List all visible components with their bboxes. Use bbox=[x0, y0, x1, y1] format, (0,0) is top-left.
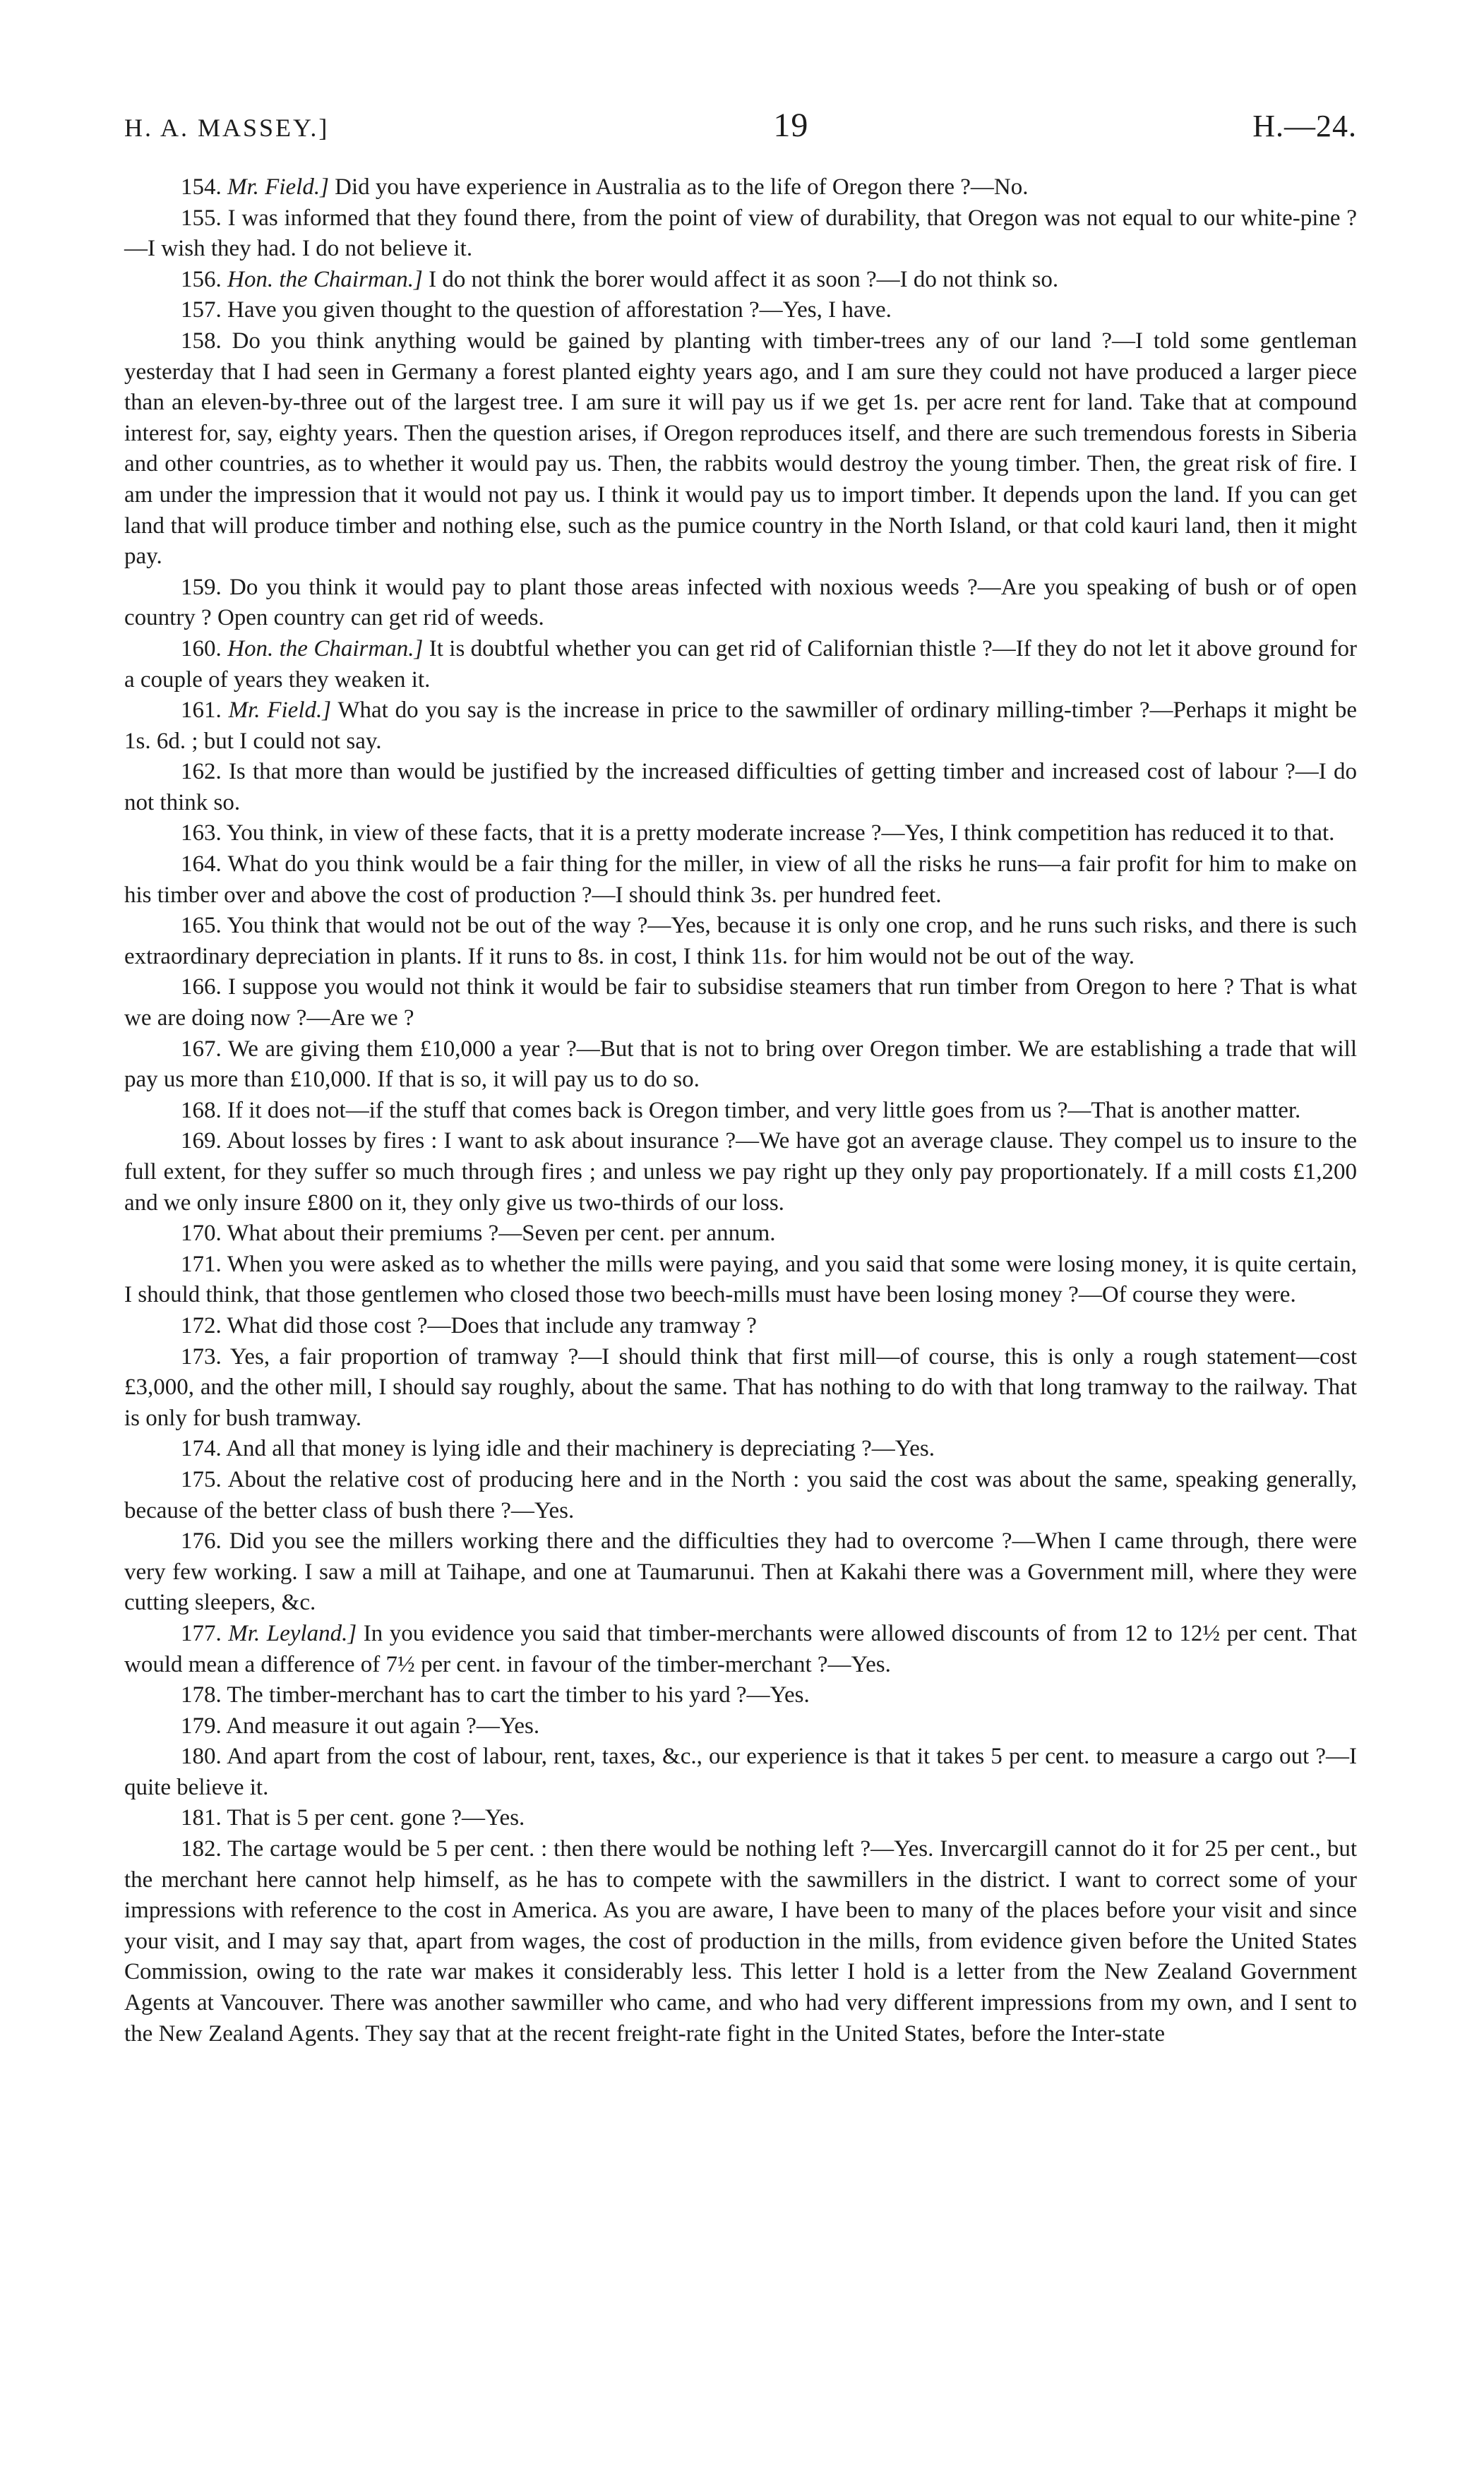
question-paragraph bbox=[124, 1465, 1357, 1526]
question-answer-text: 181. That is 5 per cent. gone ?—Yes. bbox=[181, 1805, 525, 1831]
question-paragraph bbox=[124, 295, 1357, 326]
speaker-name: Hon. the Chairman.] bbox=[227, 266, 423, 292]
question-paragraph bbox=[124, 172, 1357, 203]
speaker-name: Hon. the Chairman.] bbox=[227, 635, 424, 661]
document-body bbox=[124, 172, 1357, 2049]
question-answer-text: 158. Do you think anything would be gained by planting with timber-trees any of our land ?—I told some gentleman yesterday that I had seen in Germany a forest planted eighty years ago, and I am sure they could not have produced a larger piece than an eleven-by-three out of the largest tree. I am sure it will pay us if we get 1s. per acre rent for land. Take that at compound interest for, say, eighty years. Then the question arises, if Oregon reproduces itself, and there are such tremendous forests in Siberia and other countries, as to whether it would pay us. Then, the rabbits would destroy the young timber. Then, the great risk of fire. I am under the impression that it would not pay us. I think it would pay us to import timber. It depends upon the land. If you can get land that will produce timber and nothing else, such as the pumice country in the North Island, or that cold kauri land, then it might pay. bbox=[124, 328, 1357, 570]
question-paragraph bbox=[124, 326, 1357, 573]
question-paragraph bbox=[124, 203, 1357, 265]
question-paragraph bbox=[124, 1218, 1357, 1250]
question-answer-text: What do you say is the increase in price to the sawmiller of ordinary milling-timber ?—Perhaps it might be 1s. 6d. ; but I could not say. bbox=[124, 697, 1357, 754]
speaker-name: Mr. Field.] bbox=[227, 174, 329, 200]
question-paragraph bbox=[124, 573, 1357, 634]
question-answer-text: 157. Have you given thought to the question of afforestation ?—Yes, I have. bbox=[181, 297, 892, 323]
question-answer-text: 171. When you were asked as to whether the mills were paying, and you said that some were losing money, it is quite certain, I should think, that those gentlemen who closed those two beech-mills must have been losing money ?—Of course they were. bbox=[124, 1251, 1357, 1308]
question-number: 161. bbox=[181, 697, 229, 724]
question-paragraph bbox=[124, 1311, 1357, 1342]
question-answer-text: 173. Yes, a fair proportion of tramway ?—I should think that first mill—of course, this is only a rough statement—cost £3,000, and the other mill, I should say roughly, about the same. That has nothing to do with that long tramway to the railway. That is only for bush tramway. bbox=[124, 1343, 1357, 1431]
question-answer-text: 166. I suppose you would not think it would be fair to subsidise steamers that run timber from Oregon to here ? That is what we are doing now ?—Are we ? bbox=[124, 974, 1357, 1031]
question-paragraph bbox=[124, 1619, 1357, 1680]
question-number: 177. bbox=[181, 1620, 229, 1646]
question-paragraph bbox=[124, 1096, 1357, 1127]
question-answer-text: In you evidence you said that timber-merchants were allowed discounts of from 12 to 12½ per cent. That would mean a difference of 7½ per cent. in favour of the timber-merchant ?—Yes. bbox=[124, 1620, 1357, 1677]
question-paragraph bbox=[124, 1803, 1357, 1834]
header-witness: H. A. MASSEY.] bbox=[124, 114, 330, 142]
speaker-name: Mr. Field.] bbox=[228, 697, 332, 724]
question-paragraph bbox=[124, 757, 1357, 818]
question-answer-text: 165. You think that would not be out of the way ?—Yes, because it is only one crop, and he runs such risks, and there is such extraordinary depreciation in plants. If it runs to 8s. in cost, I think 11s. for him would not be out of the way. bbox=[124, 913, 1357, 969]
question-answer-text: 182. The cartage would be 5 per cent. : then there would be nothing left ?—Yes. Invercargill cannot do it for 25 per cent., but the merchant here cannot help himself, as he has to compete with the sawmillers in the district. I want to correct some of your impressions with reference to the cost in America. As you are aware, I have been to many of the places before your visit and since your visit, and I may say that, apart from wages, the cost of production in the mills, from evidence given before the United States Commission, owing to the rate war makes it considerably less. This letter I hold is a letter from the New Zealand Government Agents at Vancouver. There was another sawmiller who came, and who had very different impressions from my own, and I sent to the New Zealand Agents. They say that at the recent freight-rate fight in the United States, before the Inter-state bbox=[124, 1836, 1357, 2047]
question-answer-text: 162. Is that more than would be justified by the increased difficulties of getting timber and increased cost of labour ?—I do not think so. bbox=[124, 759, 1357, 815]
question-answer-text: 170. What about their premiums ?—Seven per cent. per annum. bbox=[181, 1221, 776, 1247]
question-paragraph bbox=[124, 1834, 1357, 2049]
question-paragraph bbox=[124, 1126, 1357, 1218]
question-answer-text: I do not think the borer would affect it as soon ?—I do not think so. bbox=[422, 266, 1059, 292]
speaker-name: Mr. Leyland.] bbox=[228, 1620, 357, 1646]
question-number: 154. bbox=[181, 174, 227, 200]
question-paragraph bbox=[124, 1250, 1357, 1311]
question-answer-text: It is doubtful whether you can get rid of Californian thistle ?—If they do not let it above ground for a couple of years they weaken it. bbox=[124, 635, 1358, 693]
question-paragraph bbox=[124, 1434, 1357, 1465]
question-paragraph bbox=[124, 634, 1357, 695]
question-paragraph bbox=[124, 1742, 1357, 1803]
question-answer-text: 169. About losses by fires : I want to ask about insurance ?—We have got an average clause. They compel us to insure to the full extent, for they suffer so much through fires ; and unless we pay right up they only pay proportionately. If a mill costs £1,200 and we only insure £800 on it, they only give us two-thirds of our loss. bbox=[124, 1128, 1357, 1216]
question-paragraph bbox=[124, 972, 1357, 1034]
page-header bbox=[124, 106, 1357, 155]
question-paragraph bbox=[124, 265, 1357, 296]
question-answer-text: 180. And apart from the cost of labour, rent, taxes, &c., our experience is that it takes 5 per cent. to measure a cargo out ?—I quite believe it. bbox=[124, 1744, 1357, 1800]
question-paragraph bbox=[124, 911, 1357, 972]
paper-reference: H.—24. bbox=[1252, 109, 1357, 143]
question-answer-text: 172. What did those cost ?—Does that include any tramway ? bbox=[181, 1312, 757, 1338]
question-paragraph bbox=[124, 1342, 1357, 1434]
question-number: 160. bbox=[181, 635, 228, 661]
page-number: 19 bbox=[773, 107, 809, 144]
question-answer-text: 155. I was informed that they found there, from the point of view of durability, that Oregon was not equal to our white-pine ?—I wish they had. I do not believe it. bbox=[124, 205, 1357, 262]
question-paragraph bbox=[124, 849, 1357, 911]
question-paragraph bbox=[124, 695, 1357, 757]
question-paragraph bbox=[124, 1680, 1357, 1711]
question-number: 156. bbox=[181, 266, 227, 292]
question-answer-text: 164. What do you think would be a fair thing for the miller, in view of all the risks he runs—a fair profit for him to make on his timber over and above the cost of production ?—I should think 3s. per hundred feet. bbox=[124, 851, 1357, 908]
question-answer-text: 163. You think, in view of these facts, that it is a pretty moderate increase ?—Yes, I think competition has reduced it to that. bbox=[181, 820, 1335, 846]
question-answer-text: 174. And all that money is lying idle and their machinery is depreciating ?—Yes. bbox=[181, 1436, 935, 1462]
question-answer-text: 168. If it does not—if the stuff that comes back is Oregon timber, and very little goes from us ?—That is another matter. bbox=[181, 1097, 1301, 1123]
question-answer-text: 178. The timber-merchant has to cart the timber to his yard ?—Yes. bbox=[181, 1682, 810, 1708]
question-answer-text: 179. And measure it out again ?—Yes. bbox=[181, 1713, 540, 1739]
question-answer-text: 167. We are giving them £10,000 a year ?—But that is not to bring over Oregon timber. We are establishing a trade that will pay us more than £10,000. If that is so, it will pay us to do so. bbox=[124, 1036, 1357, 1093]
question-answer-text: Did you have experience in Australia as to the life of Oregon there ?—No. bbox=[328, 174, 1029, 200]
question-answer-text: 175. About the relative cost of producing here and in the North : you said the cost was about the same, speaking generally, because of the better class of bush there ?—Yes. bbox=[124, 1466, 1357, 1523]
question-paragraph bbox=[124, 1034, 1357, 1096]
question-paragraph bbox=[124, 1711, 1357, 1742]
question-answer-text: 159. Do you think it would pay to plant those areas infected with noxious weeds ?—Are you speaking of bush or of open country ? Open country can get rid of weeds. bbox=[124, 574, 1357, 631]
question-paragraph bbox=[124, 818, 1357, 849]
question-paragraph bbox=[124, 1526, 1357, 1619]
question-answer-text: 176. Did you see the millers working there and the difficulties they had to overcome ?—When I came through, there were very few working. I saw a mill at Taihape, and one at Taumarunui. Then at Kakahi there was a Government mill, where they were cutting sleepers, &c. bbox=[124, 1528, 1357, 1616]
